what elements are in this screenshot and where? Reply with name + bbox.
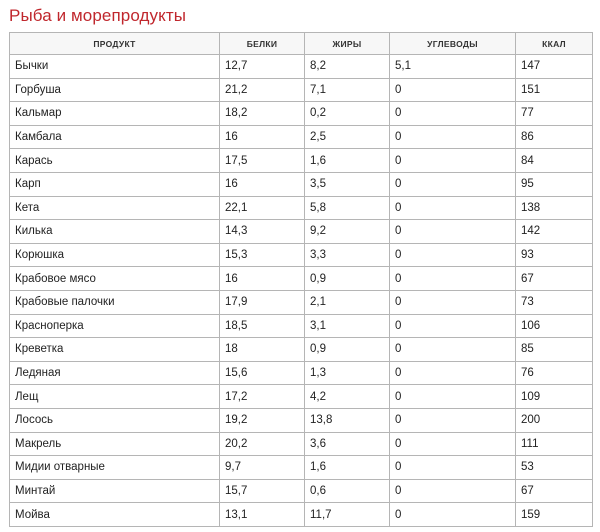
cell-fat: 0,9: [305, 267, 390, 291]
cell-kcal: 77: [516, 102, 593, 126]
cell-fat: 2,1: [305, 290, 390, 314]
cell-carbs: 0: [390, 338, 516, 362]
table-row: [10, 290, 593, 314]
table-row: [10, 432, 593, 456]
page-title: Рыба и морепродукты: [9, 6, 187, 25]
cell-product: Минтай: [10, 479, 220, 503]
cell-kcal: 106: [516, 314, 593, 338]
cell-protein: 22,1: [220, 196, 305, 220]
cell-fat: 7,1: [305, 78, 390, 102]
cell-protein: 12,7: [220, 55, 305, 79]
header-product: ПРОДУКТ: [10, 33, 220, 55]
cell-carbs: 0: [390, 408, 516, 432]
cell-carbs: 0: [390, 267, 516, 291]
cell-carbs: 0: [390, 456, 516, 480]
cell-fat: 3,3: [305, 243, 390, 267]
cell-kcal: 93: [516, 243, 593, 267]
cell-protein: 16: [220, 267, 305, 291]
table-row: [10, 456, 593, 480]
cell-protein: 14,3: [220, 220, 305, 244]
cell-fat: 8,2: [305, 55, 390, 79]
cell-kcal: 53: [516, 456, 593, 480]
cell-kcal: 85: [516, 338, 593, 362]
cell-product: Лещ: [10, 385, 220, 409]
cell-fat: 0,6: [305, 479, 390, 503]
cell-product: Крабовые палочки: [10, 290, 220, 314]
table-row: [10, 149, 593, 173]
cell-product: Камбала: [10, 125, 220, 149]
cell-product: Карп: [10, 172, 220, 196]
cell-carbs: 0: [390, 125, 516, 149]
cell-protein: 21,2: [220, 78, 305, 102]
header-kcal: ККАЛ: [516, 33, 593, 55]
cell-product: Красноперка: [10, 314, 220, 338]
table-row: [10, 385, 593, 409]
cell-product: Лосось: [10, 408, 220, 432]
cell-fat: 13,8: [305, 408, 390, 432]
cell-fat: 9,2: [305, 220, 390, 244]
cell-fat: 5,8: [305, 196, 390, 220]
cell-product: Мидии отварные: [10, 456, 220, 480]
cell-carbs: 0: [390, 196, 516, 220]
cell-fat: 1,3: [305, 361, 390, 385]
cell-product: Кальмар: [10, 102, 220, 126]
cell-kcal: 86: [516, 125, 593, 149]
cell-product: Горбуша: [10, 78, 220, 102]
cell-fat: 0,2: [305, 102, 390, 126]
table-row: [10, 267, 593, 291]
cell-kcal: 67: [516, 267, 593, 291]
cell-protein: 13,1: [220, 503, 305, 527]
cell-carbs: 0: [390, 172, 516, 196]
cell-product: Ледяная: [10, 361, 220, 385]
cell-carbs: 5,1: [390, 55, 516, 79]
cell-product: Корюшка: [10, 243, 220, 267]
table-row: [10, 196, 593, 220]
cell-protein: 9,7: [220, 456, 305, 480]
cell-kcal: 159: [516, 503, 593, 527]
cell-product: Бычки: [10, 55, 220, 79]
cell-product: Макрель: [10, 432, 220, 456]
cell-carbs: 0: [390, 78, 516, 102]
table-row: [10, 172, 593, 196]
cell-fat: 1,6: [305, 456, 390, 480]
cell-product: Килька: [10, 220, 220, 244]
cell-kcal: 76: [516, 361, 593, 385]
table-header-row: [10, 33, 593, 55]
table-row: [10, 314, 593, 338]
nutrition-table: [9, 32, 593, 527]
table-row: [10, 479, 593, 503]
cell-protein: 17,5: [220, 149, 305, 173]
cell-protein: 15,6: [220, 361, 305, 385]
cell-fat: 3,1: [305, 314, 390, 338]
cell-kcal: 67: [516, 479, 593, 503]
cell-kcal: 147: [516, 55, 593, 79]
table-row: [10, 243, 593, 267]
cell-kcal: 138: [516, 196, 593, 220]
cell-fat: 3,5: [305, 172, 390, 196]
cell-fat: 4,2: [305, 385, 390, 409]
cell-fat: 2,5: [305, 125, 390, 149]
cell-product: Кета: [10, 196, 220, 220]
cell-carbs: 0: [390, 102, 516, 126]
cell-carbs: 0: [390, 243, 516, 267]
cell-fat: 1,6: [305, 149, 390, 173]
cell-protein: 19,2: [220, 408, 305, 432]
cell-carbs: 0: [390, 290, 516, 314]
table-row: [10, 78, 593, 102]
cell-kcal: 142: [516, 220, 593, 244]
cell-carbs: 0: [390, 149, 516, 173]
cell-carbs: 0: [390, 385, 516, 409]
cell-product: Мойва: [10, 503, 220, 527]
cell-fat: 0,9: [305, 338, 390, 362]
cell-kcal: 109: [516, 385, 593, 409]
cell-carbs: 0: [390, 220, 516, 244]
cell-fat: 3,6: [305, 432, 390, 456]
table-row: [10, 125, 593, 149]
cell-carbs: 0: [390, 432, 516, 456]
cell-protein: 17,9: [220, 290, 305, 314]
header-protein: БЕЛКИ: [220, 33, 305, 55]
cell-protein: 15,3: [220, 243, 305, 267]
cell-protein: 16: [220, 172, 305, 196]
cell-carbs: 0: [390, 314, 516, 338]
cell-protein: 15,7: [220, 479, 305, 503]
cell-protein: 17,2: [220, 385, 305, 409]
cell-kcal: 151: [516, 78, 593, 102]
cell-protein: 16: [220, 125, 305, 149]
cell-carbs: 0: [390, 479, 516, 503]
table-row: [10, 220, 593, 244]
cell-carbs: 0: [390, 361, 516, 385]
cell-protein: 18: [220, 338, 305, 362]
table-row: [10, 361, 593, 385]
cell-product: Крабовое мясо: [10, 267, 220, 291]
cell-kcal: 111: [516, 432, 593, 456]
cell-kcal: 95: [516, 172, 593, 196]
table-row: [10, 408, 593, 432]
table-row: [10, 55, 593, 79]
cell-kcal: 73: [516, 290, 593, 314]
header-fat: ЖИРЫ: [305, 33, 390, 55]
cell-kcal: 84: [516, 149, 593, 173]
cell-carbs: 0: [390, 503, 516, 527]
cell-kcal: 200: [516, 408, 593, 432]
cell-product: Креветка: [10, 338, 220, 362]
table-row: [10, 503, 593, 527]
cell-product: Карась: [10, 149, 220, 173]
header-carbs: УГЛЕВОДЫ: [390, 33, 516, 55]
cell-protein: 18,2: [220, 102, 305, 126]
cell-protein: 20,2: [220, 432, 305, 456]
table-row: [10, 102, 593, 126]
table-row: [10, 338, 593, 362]
cell-protein: 18,5: [220, 314, 305, 338]
cell-fat: 11,7: [305, 503, 390, 527]
